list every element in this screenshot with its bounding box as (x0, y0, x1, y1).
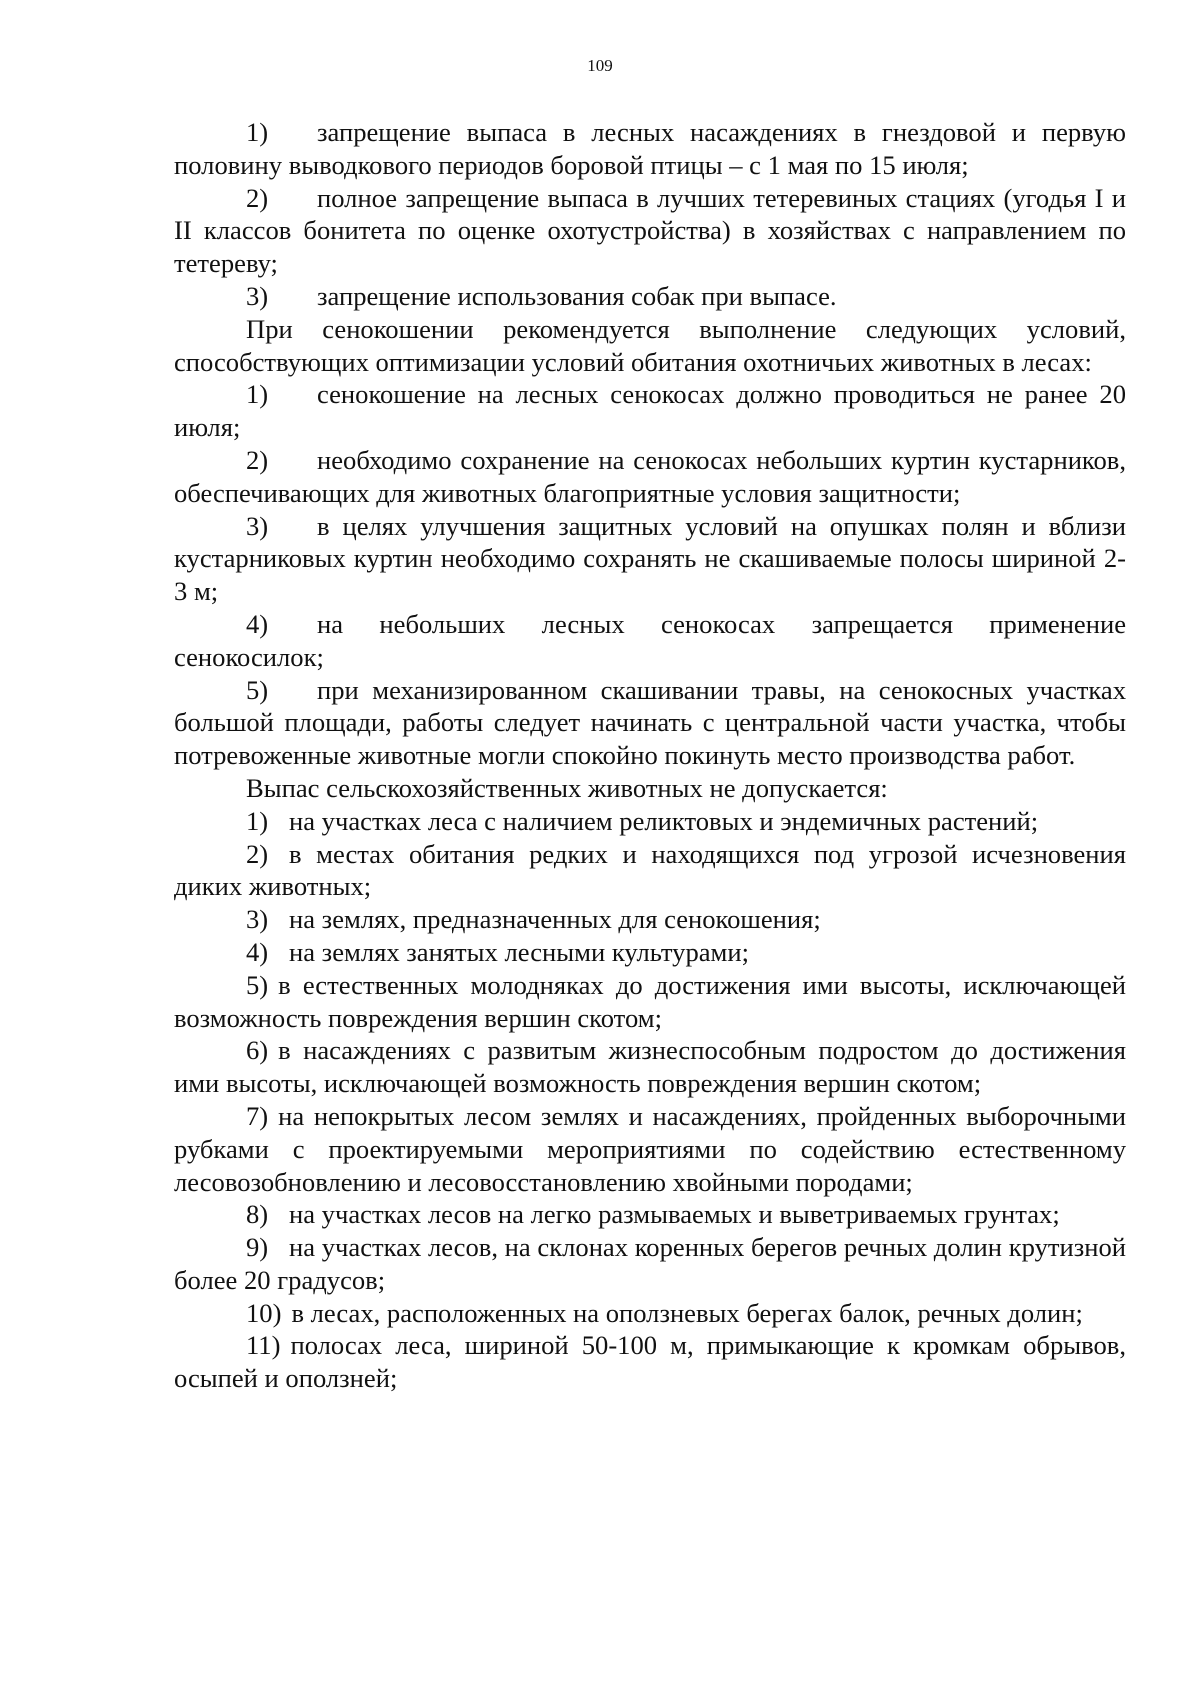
paragraph-text: запрещение использования собак при выпасе. (317, 280, 837, 311)
list-item (174, 903, 1126, 936)
list-item-number: 11) (246, 1330, 281, 1361)
paragraph-text: При сенокошении рекомендуется выполнение следующих условий, способствующих оптимизации условий обитания охотничьих животных в лесах: (174, 313, 1126, 377)
paragraph-text: на участках леса с наличием реликтовых и эндемичных растений; (289, 805, 1039, 836)
list-item (174, 280, 1126, 313)
list-item (174, 1231, 1126, 1297)
paragraph-text: полное запрещение выпаса в лучших тетеревиных стациях (угодья I и II классов бонитета по оценке охотустройства) в хозяйствах с направлением по тетереву; (174, 182, 1126, 279)
list-item (174, 1034, 1126, 1100)
list-item (174, 936, 1126, 969)
paragraph-text: полосах леса, шириной 50-100 м, примыкающие к кромкам обрывов, осыпей и оползней; (174, 1330, 1126, 1394)
list-item (174, 608, 1126, 674)
paragraph-text: Выпас сельскохозяйственных животных не допускается: (246, 772, 888, 803)
paragraph-text: на участках лесов, на склонах коренных берегов речных долин крутизной более 20 градусов; (174, 1232, 1126, 1295)
paragraph-text: в естественных молодняках до достижения ими высоты, исключающей возможность повреждения вершин скотом; (174, 969, 1126, 1033)
paragraph-text: на небольших лесных сенокосах запрещается применение сенокосилок; (174, 608, 1126, 672)
list-item-number: 1) (246, 117, 269, 147)
list-item-number: 1) (246, 379, 269, 410)
list-item-number: 10) (246, 1297, 282, 1328)
paragraph-text: на непокрытых лесом землях и насаждениях, пройденных выборочными рубками с проектируемыми мероприятиями по содействию естественному лесовозобновлению и лесовосстановлению хвойными породами; (174, 1100, 1126, 1197)
list-item (174, 1329, 1126, 1395)
list-item (174, 838, 1126, 904)
list-item (174, 805, 1126, 838)
list-item-number: 3) (246, 510, 269, 541)
list-item-number: 4) (246, 936, 269, 967)
paragraph-text: при механизированном скашивании травы, на сенокосных участках большой площади, работы следует начинать с центральной части участка, чтобы потревоженные животные могли спокойно покинуть место производства работ. (174, 674, 1126, 771)
paragraph-text: на землях занятых лесными культурами; (289, 936, 750, 967)
paragraph-text: запрещение выпаса в лесных насаждениях в гнездовой и первую половину выводкового периодов боровой птицы – с 1 мая по 15 июля; (174, 117, 1126, 180)
paragraph-text: в местах обитания редких и находящихся под угрозой исчезновения диких животных; (174, 838, 1126, 902)
list-item-number: 8) (246, 1199, 269, 1230)
list-item-number: 2) (246, 182, 269, 213)
list-item-number: 9) (246, 1232, 269, 1263)
list-item (174, 969, 1126, 1035)
paragraph-text: на землях, предназначенных для сенокошения; (289, 904, 821, 935)
list-item (174, 1198, 1126, 1231)
paragraph (174, 772, 1126, 805)
list-item-number: 3) (246, 280, 269, 311)
paragraph-text: в насаждениях с развитым жизнеспособным подростом до достижения ими высоты, исключающей возможность повреждения вершин скотом; (174, 1035, 1126, 1099)
list-item-number: 7) (246, 1100, 269, 1131)
paragraph-text: в лесах, расположенных на оползневых берегах балок, речных долин; (291, 1297, 1083, 1328)
list-item (174, 1297, 1126, 1330)
list-item-number: 5) (246, 969, 269, 1000)
paragraph-text: сенокошение на лесных сенокосах должно проводиться не ранее 20 июля; (174, 379, 1126, 443)
list-item-number: 2) (246, 838, 269, 869)
document-body (174, 116, 1126, 1395)
paragraph-text: на участках лесов на легко размываемых и выветриваемых грунтах; (289, 1199, 1060, 1230)
list-item-number: 3) (246, 904, 269, 935)
list-item (174, 116, 1126, 182)
list-item-number: 5) (246, 674, 269, 705)
list-item (174, 674, 1126, 772)
list-item-number: 4) (246, 608, 269, 639)
paragraph (174, 313, 1126, 379)
page-number: 109 (587, 56, 613, 75)
list-item-number: 6) (246, 1035, 269, 1066)
list-item (174, 510, 1126, 608)
list-item-number: 1) (246, 805, 269, 836)
paragraph-text: в целях улучшения защитных условий на опушках полян и вблизи кустарниковых куртин необходимо сохранять не скашиваемые полосы шириной 2-3 м; (174, 510, 1126, 607)
list-item (174, 444, 1126, 510)
list-item-number: 2) (246, 444, 269, 475)
list-item (174, 1100, 1126, 1198)
list-item (174, 378, 1126, 444)
list-item (174, 182, 1126, 280)
paragraph-text: необходимо сохранение на сенокосах небольших куртин кустарников, обеспечивающих для животных благоприятные условия защитности; (174, 444, 1126, 508)
